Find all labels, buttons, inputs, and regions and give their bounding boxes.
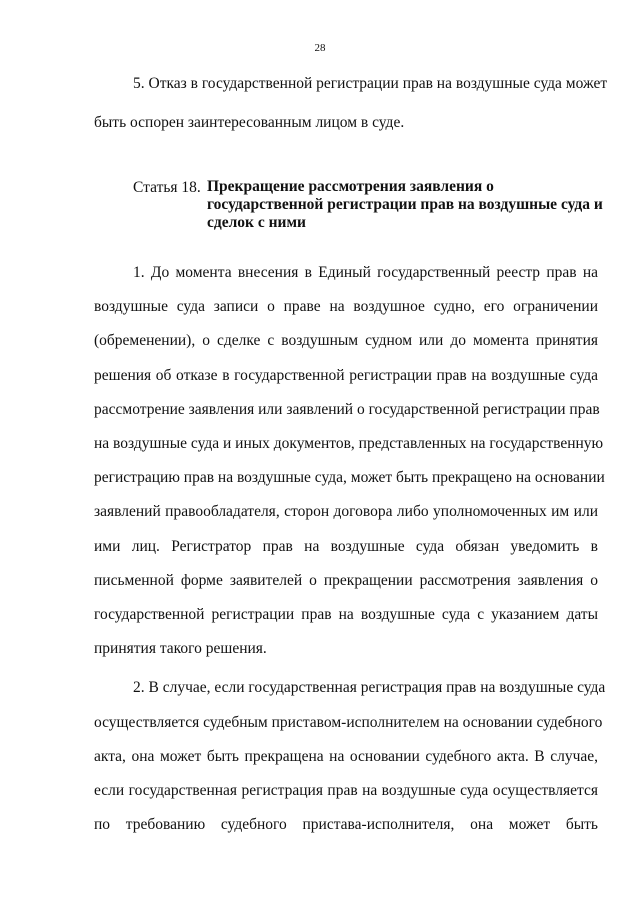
article-label: Статья 18. [133,179,201,196]
article-title-line: государственной регистрации прав на воздушные суда и [207,196,603,213]
text-line: рассмотрение заявления или заявлений о государственной регистрации прав [94,401,600,418]
text-line: воздушные суда записи о праве на воздушное судно, его ограничении [94,298,598,315]
text-line: акта, она может быть прекращена на основании судебного акта. В случае, [94,748,598,765]
page-number: 28 [314,42,326,54]
text-line: на воздушные суда и иных документов, представленных на государственную [94,435,604,452]
text-line: государственной регистрации прав на воздушные суда с указанием даты [94,606,598,623]
article-title-line: сделок с ними [207,214,306,231]
text-line: письменной форме заявителей о прекращении рассмотрения заявления о [94,572,598,589]
article-title-line: Прекращение рассмотрения заявления о [207,178,494,195]
text-line: 2. В случае, если государственная регистрация прав на воздушные суда [133,679,606,696]
text-line: заявлений правообладателя, сторон договора либо уполномоченных им или [94,503,598,520]
text-line: по требованию судебного пристава-исполнителя, она может быть [94,816,598,833]
text-line: (обременении), о сделке с воздушным судном или до момента принятия [94,332,598,349]
text-line: 1. До момента внесения в Единый государственный реестр прав на [133,264,598,281]
text-line: решения об отказе в государственной регистрации прав на воздушные суда [94,367,598,384]
text-line: если государственная регистрация прав на воздушные суда осуществляется [94,782,598,799]
text-line: регистрацию прав на воздушные суда, может быть прекращено на основании [94,469,605,486]
text-line: 5. Отказ в государственной регистрации прав на воздушные суда может [133,75,608,92]
text-line: быть оспорен заинтересованным лицом в суде. [94,114,405,131]
text-line: осуществляется судебным приставом-исполнителем на основании судебного [94,714,603,731]
article-title [207,178,602,232]
text-line: принятия такого решения. [94,640,267,657]
text-line: ими лиц. Регистратор прав на воздушные суда обязан уведомить в [94,538,598,555]
